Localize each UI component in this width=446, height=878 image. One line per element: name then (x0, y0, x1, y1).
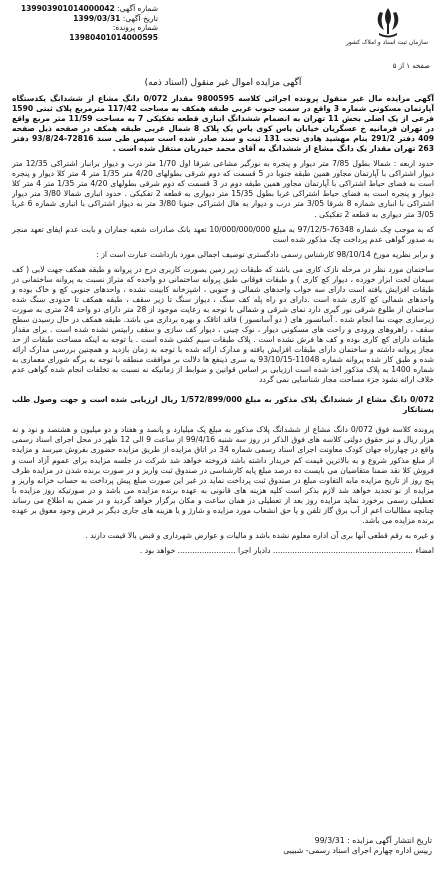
publish-date: 99/3/31 (314, 836, 345, 845)
boundaries-paragraph: حدود اربعه : شمالا بطول 7/85 متر دیوار و پنجره به نورگیر مشاعی شرقا اول 1/70 متر درب و دیوار برانبار اشتراکی 12/35 متر دیوار اشتراکی با آپارتمان مجاور همین طبقه جنوبا در 5 قسمت که دوم شرقی بطولهای 4/20 متر 1/35 متر 4 متر کلا دیوار و پنجره است به فضای حیاط اشتراکی با آپارتمان مجاور همین طبقه دوم در 3 قسمت که دوم شرقی بطولهای 4/20 متر 1/35 متر 4 متر کلا دیوار و پنجره است به فضای حیاط اشتراکی غربا بطول 15/35 متر دیواری به قطعه 2 تفکیکی . حدود انباری شمالا 3/80 متر دیوار اشتراکی با انباری شماره 8 شرقا 3/05 متر درب و دیوار به هال اشتراکی جنوبا 3/80 متر به دیوار اشتراکی با انباری شماره 6 غربا 3/05 متر دیواری به قطعه 2 تفکیکی . (12, 159, 435, 219)
document-meta (8, 4, 158, 42)
check-paragraph: که به موجب چک شماره 76348-97/12/5 به مبلغ 10/000/000/000 تعهد بانک صادرات شعبه جماران و بابت عدم ایفای تعهد منجر به صدور گواهی عدم پرداخت چک مذکور شده است (12, 224, 435, 244)
ad-date: 1399/03/31 (73, 13, 121, 23)
file-number-label: شماره پرونده: (112, 23, 158, 32)
org-logo (345, 6, 428, 46)
bold-line: و غیره به رقم قطعی آنها بری آن اداره معلوم نشده باشد و مالیات و عوارض شهرداری و قبض بالا قیمت دارند . (85, 530, 434, 540)
file-number: 13980401014000595 (69, 32, 158, 42)
assessment-intro: و برابر نظریه مورخ 98/10/14 کارشناس رسمی دادگستری توصیف اجمالی مورد بازداشت عبارت است از : (96, 249, 434, 259)
date-label: تاریخ آگهی: (122, 13, 158, 23)
org-name: سازمان ثبت اسناد و املاک کشور (345, 39, 428, 46)
iran-emblem-icon (371, 6, 405, 38)
ad-title: آگهی مزایده اموال غیر منقول (اسناد ذمه) (144, 78, 302, 88)
letter-number-label: شماره آگهی: (117, 4, 158, 13)
description-paragraph: ساختمان مورد نظر در مرحله نازک کاری می باشد که طبقات زیر زمین بصورت کاربری درج در پروانه و طبقه همکف جهت لابی ( کف سیمان لخت ابزار خورده ، دیوار کچ کاری ) و طبقات فوقانی طبق پروانه ساختمانی دو واحده که متراژ نسبت به پروانه ساختمانی در طبقات افزایش یافته است دارای سه خواب واحدهای شمالی و جنوبی ، اشپزخانه کابینت نشده ، واحدهای جنوبی کچ و خاک بوده و واحدهای شمالی کچ کاری شده است .دارای دو راه پله کف سنگ ، دیوار سنگ تا زیر سقف ، طبقه همکف تا حدودی سنگ شده ساختمان از طلوع شرقی نور گیری دارد نمای شرقی و شمالی با توجه به رعایت موجود از 28 متر دارای دو واحد 24 متری به صورت زیرسازی جهت نما انجام شده . آسانسور های ( دو آسانسور ) فاقد اتاقک و بهره برداری می باشد. طبقه همکف در حال رسیدن سطح سقف ، راهروهای ورودی و راحت های مسکونی دیوار ، نوک چینی ، دیوار کف سازی و سقف رابیتس نشده شده است . برای مقدار طبقات دارای کچ کاری بوده و کف ها فرش نشده است . پلاک طبقات سیم کشی شده است . با توجه به اینکه مساحت طبقات از حد مجاز پروانه داشته و ساختمان دارای طبقات افزایش یافته و مدارک ارائه شده با توجه به زمان بازدید و همچنین بررسی مدارک ارائه شده و طبق کار شده پروانه شماره 11048-93/10/15 به سری ذینفع ها دلالت بر موافقت منطقه با توجه به برگه شورای معماری به شماره 1400 به پلاک مذکور اخذ شده است ارزیابی بر اساس قوانین و ضوابط از زمانیکه نه نسبت به تخلفات انجام شده گواهی عدم خلاف ارائه نشود جزء مساحت مجاز شناسایی نمی گردد (12, 264, 435, 385)
signature-line: امضاء .......................................................... دادیار اجرا ........................ خواهد بود . (139, 545, 434, 555)
chief-line: رییس اداره چهارم اجرای اسناد رسمی- شبیبی (283, 846, 432, 855)
page-number: صفحه ۱ از ۵ (392, 62, 430, 70)
auction-paragraph: پرونده کلاسه فوق 0/072 دانگ مشاع از ششدانگ پلاک مذکور به مبلغ یک میلیارد و پانصد و هفتاد و دو میلیون و هشتصد و نود و نه هزار ریال و نیز حقوق دولتی کلاسه های فوق الذکر در روز سه شنبه 99/4/16 از ساعت 9 الی 12 ظهر در محل اجرای اسناد رسمی واقع در چهارراه جهان کودک معاونت اجرای اسناد رسمی شماره 34 در اتاق مزایده از طریق مزایده حضوری بفروش میرسد و مزایده از مبلغ مذکور شروع و به بالاترین قیمت کم خریدار داشته باشد فروخته خواهد شد شرکت در جلسه مزایده برای عموم آزاد است و فروش کلا نقد ضمنا متقاضیان می بایست ده درصد مبلغ پایه کارشناسی در صندوق ثبت واریز و در صورت برنده شدن در مزایده ظرف پنج روز از تاریخ مزایده مابه التفاوت مبلغ در صندوق ثبت پرداخت نماید در غیر این صورت مبلغ پیش پرداخت به حساب خزانه واریز و مزایده از نو تجدید خواهد شد لازم بذکر است کلیه هزینه های قانونی به عهده برنده مزایده می باشد و در صورتیکه روز مزایده با تعطیلی رسمی برخورد نماید مزایده روز بعد از تعطیلی در همان ساعت و مکان برگزار خواهد گردید و در ضمن به اطلاع می رساند چنانچه مطالبات اعم از آب برق گاز تلفن و یا حق انشعاب مورد مزایده و شارژ و یا هزینه های جاری دیگر بر فرض وجود معوق بر عهده برنده مزایده می باشد. (12, 425, 434, 525)
intro-paragraph: آگهی مزایده مال غیر منقول پرونده اجرائی کلاسه 9800595 مقدار 0/072 دانگ مشاع از ششدانگ یکدستگاه آپارتمان مسکونی شماره 3 واقع در سمت جنوب غربی طبقه همکف به مساحت 117/42 مترمربع پلاک ثبتی 1590 فرعی از یک اصلی بخش 11 تهران به انضمام ششدانگ انباری قطعه تفکیکی 7 به مساحت 11/59 متر مربع واقع در تهران فرمانیه خ عسگریان خیابان یاس کوی یاس یک پلاک 8 شمال غربی طبقه همکف در صفحه ذیل صفحه 409 دفتر 291/2 بنام مهشید هادی تحت 131 ثبت و سند صادر شده است سپس طی سند 72816-93/8/24 دفتر 263 تهران مقدار یک دانگ مشاع از ششدانگ به آقای محمد حیدریان منتقل شده است . (12, 94, 435, 154)
publish-label: تاریخ انتشار آگهی مزایده : (347, 836, 432, 845)
valuation-paragraph: 0/072 دانگ مشاع از ششدانگ پلاک مذکور به مبلغ 1/572/899/000 ریال ارزیابی شده است و جهت وصول طلب بستانکار (12, 395, 435, 415)
letter-number: 139903901014000042 (20, 4, 115, 13)
ad-body (12, 94, 434, 561)
ad-footer (283, 836, 432, 856)
